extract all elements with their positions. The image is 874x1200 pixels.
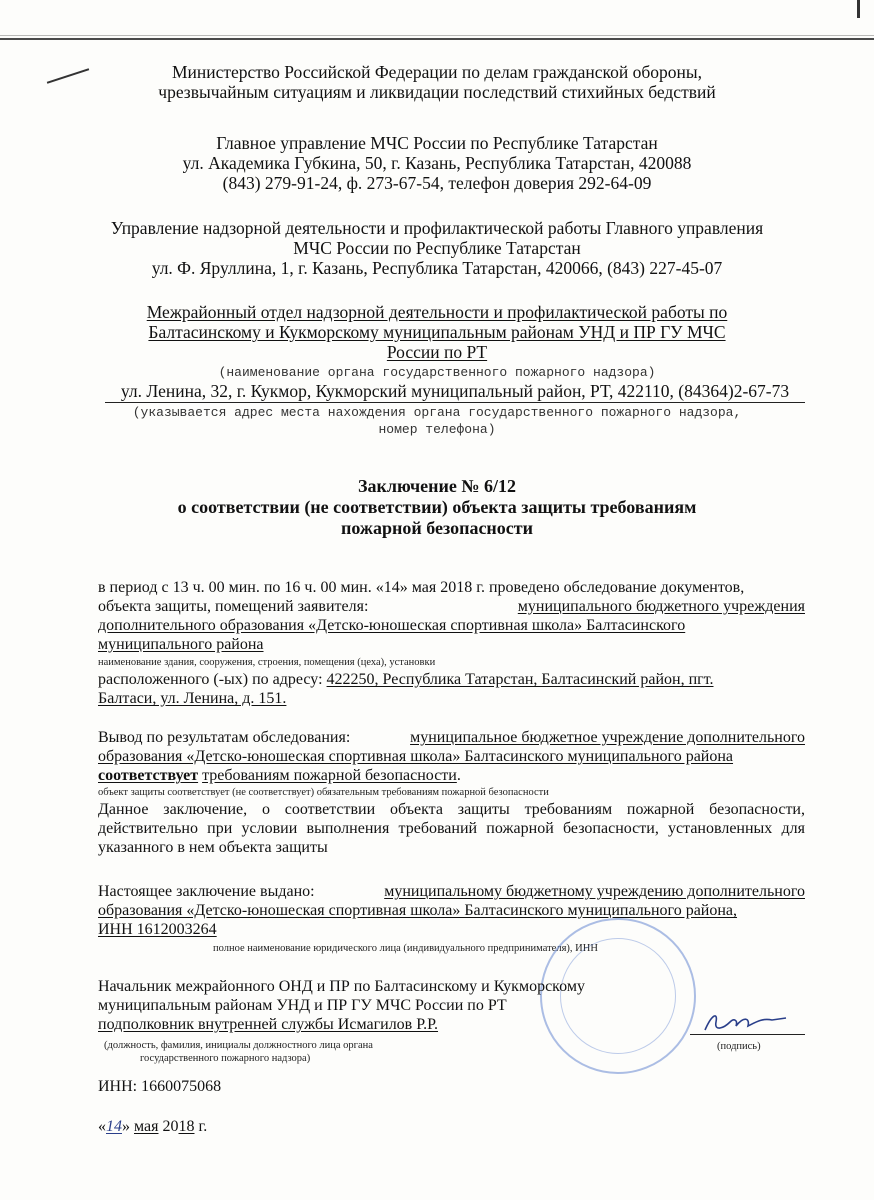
- dept-line-3-text: России по РТ: [386, 342, 488, 362]
- applicant-name-cont: дополнительного образования «Детско-юношеская спортивная школа» Балтасинского: [98, 617, 686, 634]
- signatory-name: подполковник внутренней службы Исмагилов Р.Р.: [98, 1016, 439, 1033]
- date-year-suffix: 18: [178, 1118, 195, 1135]
- und-line-2: МЧС России по Республике Татарстан: [293, 238, 581, 258]
- address-caption-1: (указывается адрес места нахождения органа государственного пожарного надзора,: [132, 405, 742, 420]
- issued-to-line-2: [98, 901, 805, 920]
- conclusion-label: Вывод по результатам обследования:: [98, 729, 351, 746]
- dept-line-2-text: Балтасинскому и Кукморскому муниципальным районам УНД и ПР ГУ МЧС: [148, 322, 726, 342]
- applicant-line: [98, 597, 805, 616]
- object-address-label: расположенного (-ых) по адресу:: [98, 671, 323, 688]
- document-subtitle-2: пожарной безопасности: [340, 518, 534, 538]
- dept-line-3: [0, 342, 874, 362]
- und-line-3: ул. Ф. Яруллина, 1, г. Казань, Республика Татарстан, 420066, (843) 227-45-07: [151, 258, 723, 278]
- conclusion-requirements: требованиям пожарной безопасности: [202, 767, 457, 784]
- signature-caption: (подпись): [717, 1041, 761, 1052]
- date-quote-close: »: [122, 1118, 130, 1135]
- ministry-line-2: чрезвычайным ситуациям и ликвидации последствий стихийных бедствий: [158, 82, 716, 102]
- inspection-period: в период с 13 ч. 00 мин. по 16 ч. 00 мин. «14» мая 2018 г. проведено обследование документов,: [98, 579, 745, 596]
- object-address-value-cont: Балтаси, ул. Ленина, д. 151.: [98, 690, 287, 707]
- applicant-name-line-3: [98, 635, 805, 654]
- und-line-1: Управление надзорной деятельности и профилактической работы Главного управления: [110, 218, 764, 238]
- applicant-label: объекта защиты, помещений заявителя:: [98, 598, 369, 615]
- applicant-name-end: муниципального района: [98, 636, 264, 653]
- conclusion-object-cont: образования «Детско-юношеская спортивная школа» Балтасинского муниципального района: [98, 748, 734, 765]
- authority-address: ул. Ленина, 32, г. Кукмор, Кукморский муниципальный район, РТ, 422110, (84364)2-67-73: [105, 381, 805, 403]
- conclusion-period: .: [456, 767, 461, 784]
- gu-line-3: (843) 279-91-24, ф. 273-67-54, телефон доверия 292-64-09: [222, 173, 652, 193]
- issued-to-label: Настоящее заключение выдано:: [98, 883, 315, 900]
- date-quote-open: «: [98, 1118, 106, 1135]
- date-day: 14: [106, 1118, 122, 1135]
- issued-to-inn: ИНН 1612003264: [98, 921, 217, 938]
- signatory-inn: ИНН: 1660075068: [98, 1078, 222, 1095]
- address-caption-2: номер телефона): [378, 422, 496, 437]
- scan-edge-line: [0, 38, 874, 40]
- issued-to-line-3: [98, 920, 805, 939]
- date-year-prefix: 20: [162, 1118, 179, 1135]
- object-caption: наименование здания, сооружения, строения, помещения (цеха), установки: [98, 657, 436, 668]
- date-month: мая: [134, 1118, 159, 1135]
- document-subtitle-1: о соответствии (не соответствии) объекта защиты требованиям: [177, 497, 697, 517]
- issued-to-line: [98, 882, 805, 901]
- date-year-mark: г.: [198, 1118, 208, 1135]
- gu-line-2: ул. Академика Губкина, 50, г. Казань, Республика Татарстан, 420088: [182, 153, 692, 173]
- scan-mark: [857, 0, 860, 18]
- document-title: Заключение № 6/12: [357, 476, 516, 496]
- conclusion-line-3: [98, 766, 805, 785]
- handwritten-signature: [700, 1008, 790, 1038]
- dept-line-1: [0, 302, 874, 322]
- gu-line-1: Главное управление МЧС России по Республике Татарстан: [216, 133, 658, 153]
- conclusion-verdict: соответствует: [98, 767, 199, 784]
- signatory-position-1: Начальник межрайонного ОНД и ПР по Балтасинскому и Кукморскому: [98, 978, 585, 995]
- signatory-name-line: [98, 1015, 498, 1034]
- dept-line-1-text: Межрайонный отдел надзорной деятельности и профилактической работы по: [146, 302, 728, 322]
- applicant-name-line-2: [98, 616, 805, 635]
- issued-to-caption: полное наименование юридического лица (индивидуального предпринимателя), ИНН: [213, 943, 598, 954]
- signatory-position-2: муниципальным районам УНД и ПР ГУ МЧС России по РТ: [98, 997, 507, 1014]
- object-address-line-2: [98, 689, 805, 708]
- document-date: [98, 1117, 805, 1136]
- conclusion-line: [98, 728, 805, 747]
- signatory-caption-1: (должность, фамилия, инициалы должностного лица органа: [104, 1040, 373, 1051]
- applicant-name-start: муниципального бюджетного учреждения: [517, 598, 805, 615]
- object-address-value: 422250, Республика Татарстан, Балтасинский район, пгт.: [326, 671, 714, 688]
- signatory-caption-2: государственного пожарного надзора): [140, 1053, 311, 1064]
- scan-edge-line: [0, 35, 874, 36]
- conclusion-line-2: [98, 747, 805, 766]
- conclusion-caption: объект защиты соответствует (не соответствует) обязательным требованиям пожарной безопасности: [98, 787, 549, 798]
- validity-note: Данное заключение, о соответствии объекта защиты требованиям пожарной безопасности, действительно при условии выполнения требований пожарной безопасности, установленных для указанного в нем объекта защиты: [98, 801, 805, 856]
- ministry-line-1: Министерство Российской Федерации по делам гражданской обороны,: [171, 62, 703, 82]
- dept-caption: (наименование органа государственного пожарного надзора): [218, 365, 656, 380]
- dept-line-2: [0, 322, 874, 342]
- issued-to-name-start: муниципальному бюджетному учреждению дополнительного: [384, 883, 805, 900]
- conclusion-object-start: муниципальное бюджетное учреждение дополнительного: [410, 729, 805, 746]
- issued-to-name-cont: образования «Детско-юношеская спортивная школа» Балтасинского муниципального района,: [98, 902, 738, 919]
- object-address-line: [98, 670, 805, 689]
